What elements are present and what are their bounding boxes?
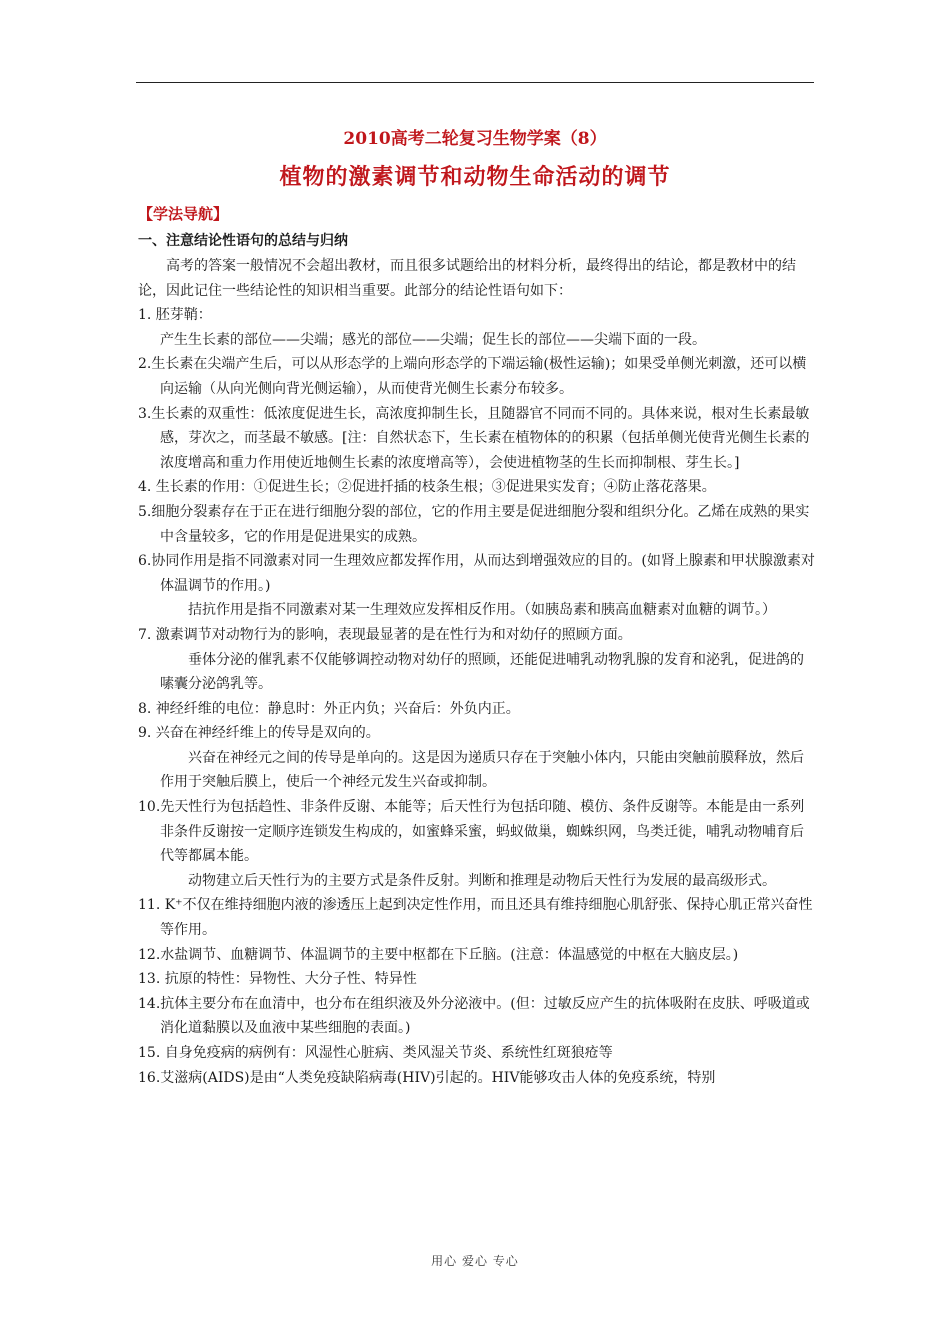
list-item-7: 7. 激素调节对动物行为的影响，表现最显著的是在性行为和对幼仔的照顾方面。 xyxy=(138,626,632,643)
list-item-16: 16.艾滋病(AIDS)是由“人类免疫缺陷病毒(HIV)引起的。HIV能够攻击人体的免疫系统，特别 xyxy=(138,1069,716,1086)
document-body xyxy=(138,254,816,1090)
list-item-9-detail: 兴奋在神经元之间的传导是单向的。这是因为递质只存在于突触小体内，只能由突触前膜释放，然后作用于突触后膜上，使后一个神经元发生兴奋或抑制。 xyxy=(160,749,804,791)
list-item-4: 4. 生长素的作用：①促进生长；②促进扦插的枝条生根；③促进果实发育；④防止落花落果。 xyxy=(138,479,716,496)
list-item-2: 2.生长素在尖端产生后，可以从形态学的上端向形态学的下端运输(极性运输)；如果受单侧光刺激，还可以横向运输（从向光侧向背光侧运输），从而使背光侧生长素分布较多。 xyxy=(138,356,807,397)
list-item-10-detail: 动物建立后天性行为的主要方式是条件反射。判断和推理是动物后天性行为发展的最高级形式。 xyxy=(188,872,776,889)
list-item-7-detail: 垂体分泌的催乳素不仅能够调控动物对幼仔的照顾，还能促进哺乳动物乳腺的发育和泌乳，促进鸽的嗉囊分泌鸽乳等。 xyxy=(160,651,804,693)
list-item-1: 1. 胚芽鞘： xyxy=(138,307,212,324)
document-title: 植物的激素调节和动物生命活动的调节 xyxy=(279,164,671,190)
list-item-8: 8. 神经纤维的电位：静息时：外正内负；兴奋后：外负内正。 xyxy=(138,700,520,717)
document-subtitle: 2010高考二轮复习生物学案（8） xyxy=(343,129,607,149)
list-item-15: 15. 自身免疫病的病例有：风湿性心脏病、类风湿关节炎、系统性红斑狼疮等 xyxy=(138,1045,613,1061)
section-label-study-guide: 【学法导航】 xyxy=(138,205,229,223)
list-item-12: 12.水盐调节、血糖调节、体温调节的主要中枢都在下丘脑。(注意：体温感觉的中枢在大脑皮层。) xyxy=(138,946,739,963)
page-footer: 用心 爱心 专心 xyxy=(431,1254,519,1268)
section-heading-1: 一、注意结论性语句的总结与归纳 xyxy=(138,233,348,249)
list-item-13: 13. 抗原的特性：异物性、大分子性、特异性 xyxy=(138,971,417,988)
list-item-14: 14.抗体主要分布在血清中，也分布在组织液及外分泌液中。(但：过敏反应产生的抗体吸附在皮肤、呼吸道或消化道黏膜以及血液中某些细胞的表面。) xyxy=(138,995,810,1037)
list-item-11: 11. K⁺不仅在维持细胞内液的渗透压上起到决定性作用，而且还具有维持细胞心肌舒张、保持心肌正常兴奋性等作用。 xyxy=(138,897,813,939)
list-item-1-detail: 产生生长素的部位——尖端；感光的部位——尖端；促生长的部位——尖端下面的一段。 xyxy=(160,331,706,348)
list-item-6-detail: 拮抗作用是指不同激素对某一生理效应发挥相反作用。（如胰岛素和胰高血糖素对血糖的调节。） xyxy=(188,602,776,619)
header-rule xyxy=(136,82,814,83)
list-item-9: 9. 兴奋在神经纤维上的传导是双向的。 xyxy=(138,725,380,742)
intro-paragraph: 高考的答案一般情况不会超出教材，而且很多试题给出的材料分析，最终得出的结论，都是教材中的结论，因此记住一些结论性的知识相当重要。此部分的结论性语句如下： xyxy=(138,258,796,299)
list-item-10: 10.先天性行为包括趋性、非条件反谢、本能等；后天性行为包括印随、模仿、条件反谢等。本能是由一系列非条件反谢按一定顺序连锁发生构成的，如蜜蜂采蜜，蚂蚁做巢，蜘蛛织网，鸟类迁徙，哺乳动物哺育后代等都属本能。 xyxy=(138,799,805,865)
list-item-6: 6.协同作用是指不同激素对同一生理效应都发挥作用，从而达到增强效应的目的。(如肾上腺素和甲状腺激素对体温调节的作用。) xyxy=(138,553,815,594)
list-item-5: 5.细胞分裂素存在于正在进行细胞分裂的部位，它的作用主要是促进细胞分裂和组织分化。乙烯在成熟的果实中含量较多，它的作用是促进果实的成熟。 xyxy=(138,503,810,545)
list-item-3: 3.生长素的双重性：低浓度促进生长，高浓度抑制生长，且随器官不同而不同的。具体来说，根对生长素最敏感，芽次之，而茎最不敏感。[注：自然状态下，生长素在植物体的的积累（包括单侧光使背光侧生长素的浓度增高和重力作用使近地侧生长素的浓度增高等），会使进植物茎的生长而抑制根、芽生长。] xyxy=(138,405,810,471)
